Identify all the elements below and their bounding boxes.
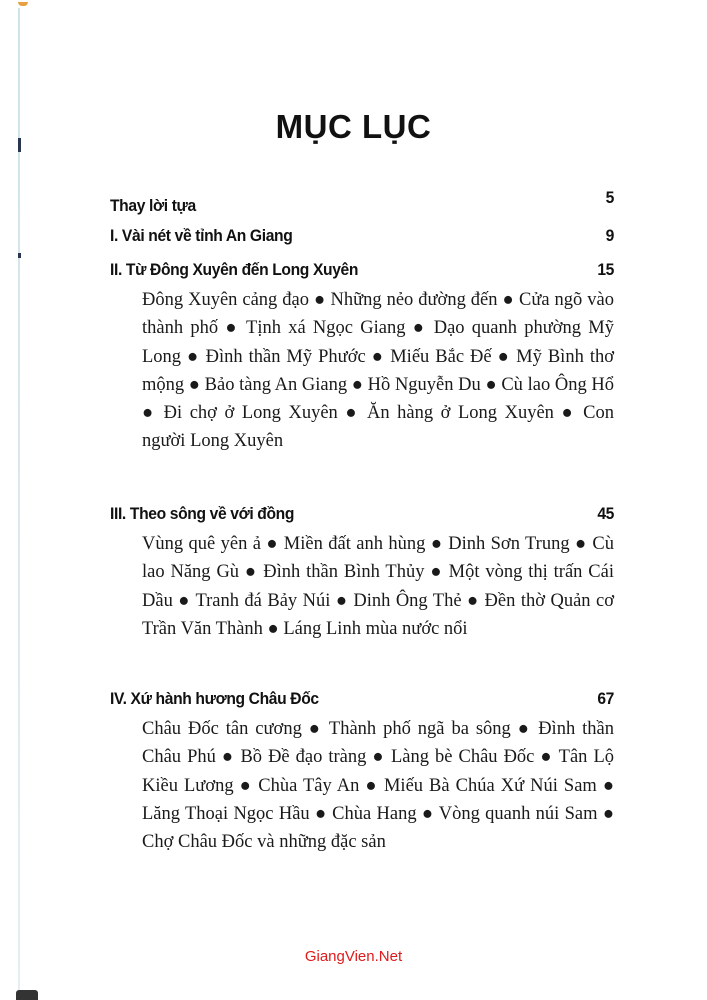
toc-subsections: Vùng quê yên ả ● Miền đất anh hùng ● Dinh Sơn Trung ● Cù lao Năng Gù ● Đình thần Bình Thủy ● Một vòng thị trấn Cái Dầu ● Tranh đá Bảy Núi ● Dinh Ông Thẻ ● Đền thờ Quản cơ Trần Văn Thành ● Láng Linh mùa nước nổi <box>142 534 614 639</box>
toc-page-number: 9 <box>605 226 615 245</box>
toc-entry-chapter-2 <box>110 260 614 456</box>
toc-page-number: 45 <box>597 504 615 523</box>
page-corner-mark <box>18 2 28 6</box>
toc-heading: II. Từ Đông Xuyên đến Long Xuyên <box>110 260 359 279</box>
toc-heading: IV. Xứ hành hương Châu Đốc <box>110 689 319 708</box>
toc-heading: I. Vài nét về tỉnh An Giang <box>110 226 293 245</box>
binding-mark <box>18 253 21 258</box>
toc-entry-chapter-3 <box>110 504 614 643</box>
page-title: MỤC LỤC <box>275 108 432 145</box>
toc-heading: Thay lời tựa <box>110 196 196 215</box>
toc-page-number: 15 <box>597 260 615 279</box>
scan-artifact <box>16 990 38 1000</box>
toc-entry-chapter-4 <box>110 689 614 856</box>
toc-entry-foreword <box>110 188 614 216</box>
toc-page-number: 67 <box>597 689 615 708</box>
page-binding-edge <box>18 8 20 998</box>
watermark: GiangVien.Net <box>304 948 403 965</box>
toc-subsections: Châu Đốc tân cương ● Thành phố ngã ba sông ● Đình thần Châu Phú ● Bồ Đề đạo tràng ● Làng bè Châu Đốc ● Tân Lộ Kiều Lương ● Chùa Tây An ● Miếu Bà Chúa Xứ Núi Sam ● Lăng Thoại Ngọc Hầu ● Chùa Hang ● Vòng quanh núi Sam ● Chợ Châu Đốc và những đặc sản <box>142 719 614 853</box>
toc-entry-chapter-1 <box>110 226 614 246</box>
toc-page-number: 5 <box>605 188 615 207</box>
toc-subsections: Đông Xuyên cảng đạo ● Những nẻo đường đến ● Cửa ngõ vào thành phố ● Tịnh xá Ngọc Giang ● Dạo quanh phường Mỹ Long ● Đình thần Mỹ Phước ● Miếu Bắc Đế ● Mỹ Bình thơ mộng ● Bảo tàng An Giang ● Hồ Nguyễn Du ● Cù lao Ông Hổ ● Đi chợ ở Long Xuyên ● Ăn hàng ở Long Xuyên ● Con người Long Xuyên <box>142 290 614 452</box>
toc-heading: III. Theo sông về với đồng <box>110 504 295 523</box>
